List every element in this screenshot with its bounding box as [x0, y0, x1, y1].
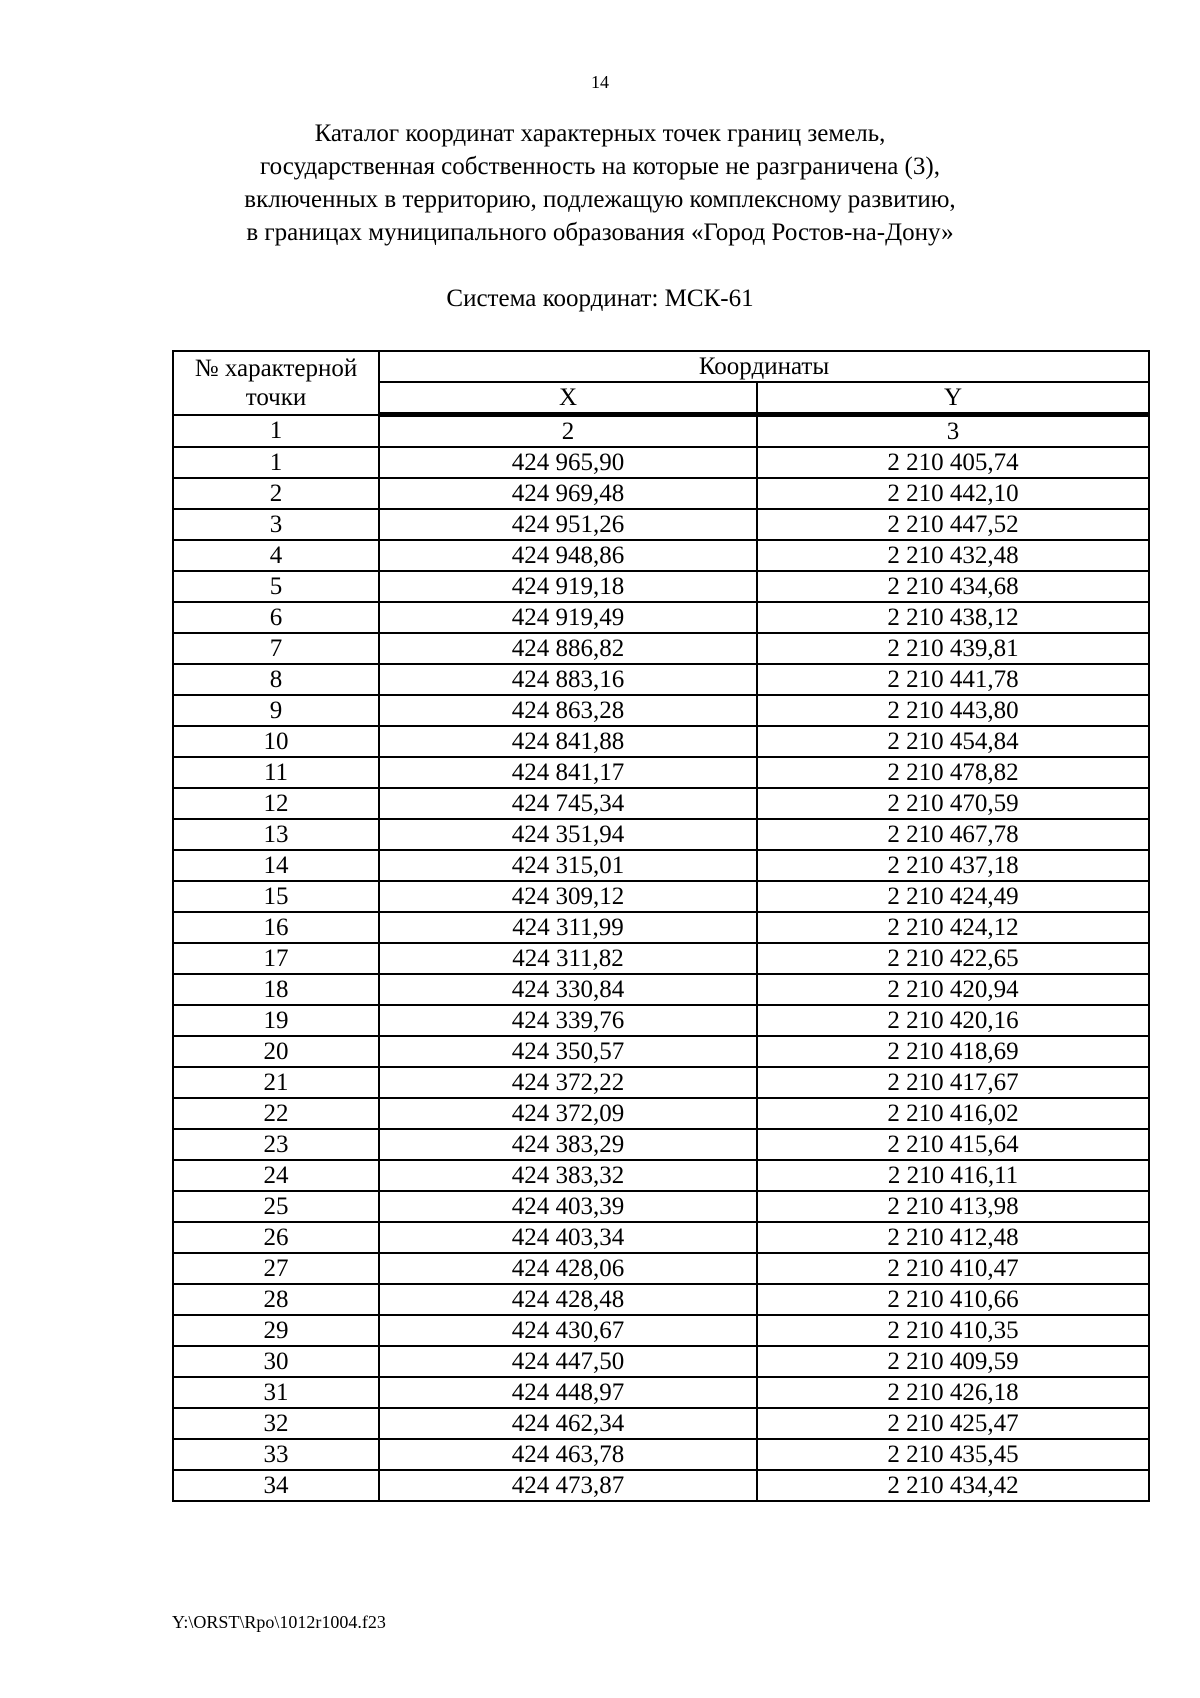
table-row: [173, 571, 1149, 602]
point-number-cell: 13: [173, 819, 379, 850]
column-number-row: [173, 415, 1149, 448]
point-number-cell: 3: [173, 509, 379, 540]
table-row: [173, 602, 1149, 633]
header-x: X: [379, 382, 757, 415]
point-number-cell: 4: [173, 540, 379, 571]
x-coordinate-cell: 424 403,34: [379, 1222, 757, 1253]
y-coordinate-cell: 2 210 416,11: [757, 1160, 1149, 1191]
page-number: 14: [591, 72, 609, 92]
x-coordinate-cell: 424 919,18: [379, 571, 757, 602]
table-row: [173, 850, 1149, 881]
table-row: [173, 1284, 1149, 1315]
header-coordinates: Координаты: [379, 351, 1149, 382]
point-number-cell: 21: [173, 1067, 379, 1098]
point-number-cell: 22: [173, 1098, 379, 1129]
y-coordinate-cell: 2 210 415,64: [757, 1129, 1149, 1160]
y-coordinate-cell: 2 210 410,66: [757, 1284, 1149, 1315]
x-coordinate-cell: 424 969,48: [379, 478, 757, 509]
point-number-cell: 2: [173, 478, 379, 509]
point-number-cell: 25: [173, 1191, 379, 1222]
table-row: [173, 447, 1149, 478]
table-row: [173, 664, 1149, 695]
y-coordinate-cell: 2 210 413,98: [757, 1191, 1149, 1222]
table-row: [173, 1408, 1149, 1439]
table-row: [173, 943, 1149, 974]
y-coordinate-cell: 2 210 425,47: [757, 1408, 1149, 1439]
point-number-cell: 18: [173, 974, 379, 1005]
table-row: [173, 757, 1149, 788]
table-row: [173, 1160, 1149, 1191]
point-number-cell: 19: [173, 1005, 379, 1036]
x-coordinate-cell: 424 463,78: [379, 1439, 757, 1470]
y-coordinate-cell: 2 210 420,94: [757, 974, 1149, 1005]
y-coordinate-cell: 2 210 420,16: [757, 1005, 1149, 1036]
y-coordinate-cell: 2 210 434,42: [757, 1470, 1149, 1501]
x-coordinate-cell: 424 886,82: [379, 633, 757, 664]
table-row: [173, 1253, 1149, 1284]
table-row: [173, 1346, 1149, 1377]
point-number-cell: 27: [173, 1253, 379, 1284]
y-coordinate-cell: 2 210 412,48: [757, 1222, 1149, 1253]
file-path: Y:\ORST\Rpo\1012r1004.f23: [172, 1612, 386, 1632]
column-number: 2: [379, 415, 757, 448]
y-coordinate-cell: 2 210 424,12: [757, 912, 1149, 943]
point-number-cell: 8: [173, 664, 379, 695]
x-coordinate-cell: 424 473,87: [379, 1470, 757, 1501]
x-coordinate-cell: 424 430,67: [379, 1315, 757, 1346]
table-header-row: [173, 351, 1149, 382]
x-coordinate-cell: 424 447,50: [379, 1346, 757, 1377]
header-point-number: [173, 351, 379, 415]
x-coordinate-cell: 424 351,94: [379, 819, 757, 850]
title-line: в границах муниципального образования «Город Ростов-на-Дону»: [246, 219, 954, 246]
y-coordinate-cell: 2 210 422,65: [757, 943, 1149, 974]
table-row: [173, 1067, 1149, 1098]
x-coordinate-cell: 424 428,06: [379, 1253, 757, 1284]
y-coordinate-cell: 2 210 417,67: [757, 1067, 1149, 1098]
title-line: государственная собственность на которые не разграничена (3),: [260, 153, 940, 180]
x-coordinate-cell: 424 330,84: [379, 974, 757, 1005]
table-row: [173, 819, 1149, 850]
y-coordinate-cell: 2 210 416,02: [757, 1098, 1149, 1129]
y-coordinate-cell: 2 210 470,59: [757, 788, 1149, 819]
table-row: [173, 1377, 1149, 1408]
point-number-cell: 7: [173, 633, 379, 664]
table-row: [173, 912, 1149, 943]
point-number-cell: 31: [173, 1377, 379, 1408]
x-coordinate-cell: 424 841,17: [379, 757, 757, 788]
y-coordinate-cell: 2 210 442,10: [757, 478, 1149, 509]
y-coordinate-cell: 2 210 454,84: [757, 726, 1149, 757]
table-row: [173, 509, 1149, 540]
x-coordinate-cell: 424 951,26: [379, 509, 757, 540]
header-y: Y: [757, 382, 1149, 415]
point-number-cell: 14: [173, 850, 379, 881]
y-coordinate-cell: 2 210 432,48: [757, 540, 1149, 571]
point-number-cell: 20: [173, 1036, 379, 1067]
y-coordinate-cell: 2 210 410,35: [757, 1315, 1149, 1346]
x-coordinate-cell: 424 309,12: [379, 881, 757, 912]
table-row: [173, 1098, 1149, 1129]
header-point-number-text: № характерной точки: [194, 354, 358, 411]
column-number: 3: [757, 415, 1149, 448]
y-coordinate-cell: 2 210 438,12: [757, 602, 1149, 633]
point-number-cell: 15: [173, 881, 379, 912]
point-number-cell: 1: [173, 447, 379, 478]
point-number-cell: 30: [173, 1346, 379, 1377]
point-number-cell: 6: [173, 602, 379, 633]
y-coordinate-cell: 2 210 443,80: [757, 695, 1149, 726]
point-number-cell: 28: [173, 1284, 379, 1315]
point-number-cell: 23: [173, 1129, 379, 1160]
x-coordinate-cell: 424 448,97: [379, 1377, 757, 1408]
y-coordinate-cell: 2 210 424,49: [757, 881, 1149, 912]
x-coordinate-cell: 424 372,09: [379, 1098, 757, 1129]
x-coordinate-cell: 424 383,29: [379, 1129, 757, 1160]
y-coordinate-cell: 2 210 439,81: [757, 633, 1149, 664]
x-coordinate-cell: 424 948,86: [379, 540, 757, 571]
x-coordinate-cell: 424 462,34: [379, 1408, 757, 1439]
point-number-cell: 11: [173, 757, 379, 788]
point-number-cell: 33: [173, 1439, 379, 1470]
point-number-cell: 32: [173, 1408, 379, 1439]
title-line: Каталог координат характерных точек границ земель,: [314, 120, 886, 147]
y-coordinate-cell: 2 210 437,18: [757, 850, 1149, 881]
table-row: [173, 1191, 1149, 1222]
y-coordinate-cell: 2 210 405,74: [757, 447, 1149, 478]
document-title: [0, 117, 1200, 249]
table-row: [173, 1222, 1149, 1253]
point-number-cell: 34: [173, 1470, 379, 1501]
x-coordinate-cell: 424 403,39: [379, 1191, 757, 1222]
y-coordinate-cell: 2 210 426,18: [757, 1377, 1149, 1408]
x-coordinate-cell: 424 372,22: [379, 1067, 757, 1098]
x-coordinate-cell: 424 863,28: [379, 695, 757, 726]
y-coordinate-cell: 2 210 410,47: [757, 1253, 1149, 1284]
y-coordinate-cell: 2 210 434,68: [757, 571, 1149, 602]
x-coordinate-cell: 424 883,16: [379, 664, 757, 695]
x-coordinate-cell: 424 745,34: [379, 788, 757, 819]
table-row: [173, 1439, 1149, 1470]
point-number-cell: 16: [173, 912, 379, 943]
table-row: [173, 633, 1149, 664]
x-coordinate-cell: 424 315,01: [379, 850, 757, 881]
point-number-cell: 29: [173, 1315, 379, 1346]
point-number-cell: 9: [173, 695, 379, 726]
table-row: [173, 1315, 1149, 1346]
title-line: включенных в территорию, подлежащую комплексному развитию,: [244, 186, 956, 213]
column-number: 1: [173, 415, 379, 448]
point-number-cell: 17: [173, 943, 379, 974]
table-row: [173, 1036, 1149, 1067]
table-row: [173, 695, 1149, 726]
point-number-cell: 12: [173, 788, 379, 819]
x-coordinate-cell: 424 841,88: [379, 726, 757, 757]
y-coordinate-cell: 2 210 447,52: [757, 509, 1149, 540]
coordinate-system-label: Система координат: МСК-61: [446, 285, 754, 312]
x-coordinate-cell: 424 339,76: [379, 1005, 757, 1036]
x-coordinate-cell: 424 311,99: [379, 912, 757, 943]
x-coordinate-cell: 424 919,49: [379, 602, 757, 633]
table-row: [173, 881, 1149, 912]
y-coordinate-cell: 2 210 418,69: [757, 1036, 1149, 1067]
x-coordinate-cell: 424 350,57: [379, 1036, 757, 1067]
table-row: [173, 974, 1149, 1005]
y-coordinate-cell: 2 210 409,59: [757, 1346, 1149, 1377]
table-row: [173, 788, 1149, 819]
y-coordinate-cell: 2 210 441,78: [757, 664, 1149, 695]
table-row: [173, 1005, 1149, 1036]
y-coordinate-cell: 2 210 435,45: [757, 1439, 1149, 1470]
x-coordinate-cell: 424 965,90: [379, 447, 757, 478]
x-coordinate-cell: 424 428,48: [379, 1284, 757, 1315]
x-coordinate-cell: 424 383,32: [379, 1160, 757, 1191]
point-number-cell: 5: [173, 571, 379, 602]
point-number-cell: 24: [173, 1160, 379, 1191]
table-row: [173, 1129, 1149, 1160]
y-coordinate-cell: 2 210 478,82: [757, 757, 1149, 788]
table-row: [173, 726, 1149, 757]
table-row: [173, 1470, 1149, 1501]
table-row: [173, 540, 1149, 571]
x-coordinate-cell: 424 311,82: [379, 943, 757, 974]
y-coordinate-cell: 2 210 467,78: [757, 819, 1149, 850]
point-number-cell: 10: [173, 726, 379, 757]
point-number-cell: 26: [173, 1222, 379, 1253]
coordinates-table: [172, 350, 1150, 1502]
table-row: [173, 478, 1149, 509]
